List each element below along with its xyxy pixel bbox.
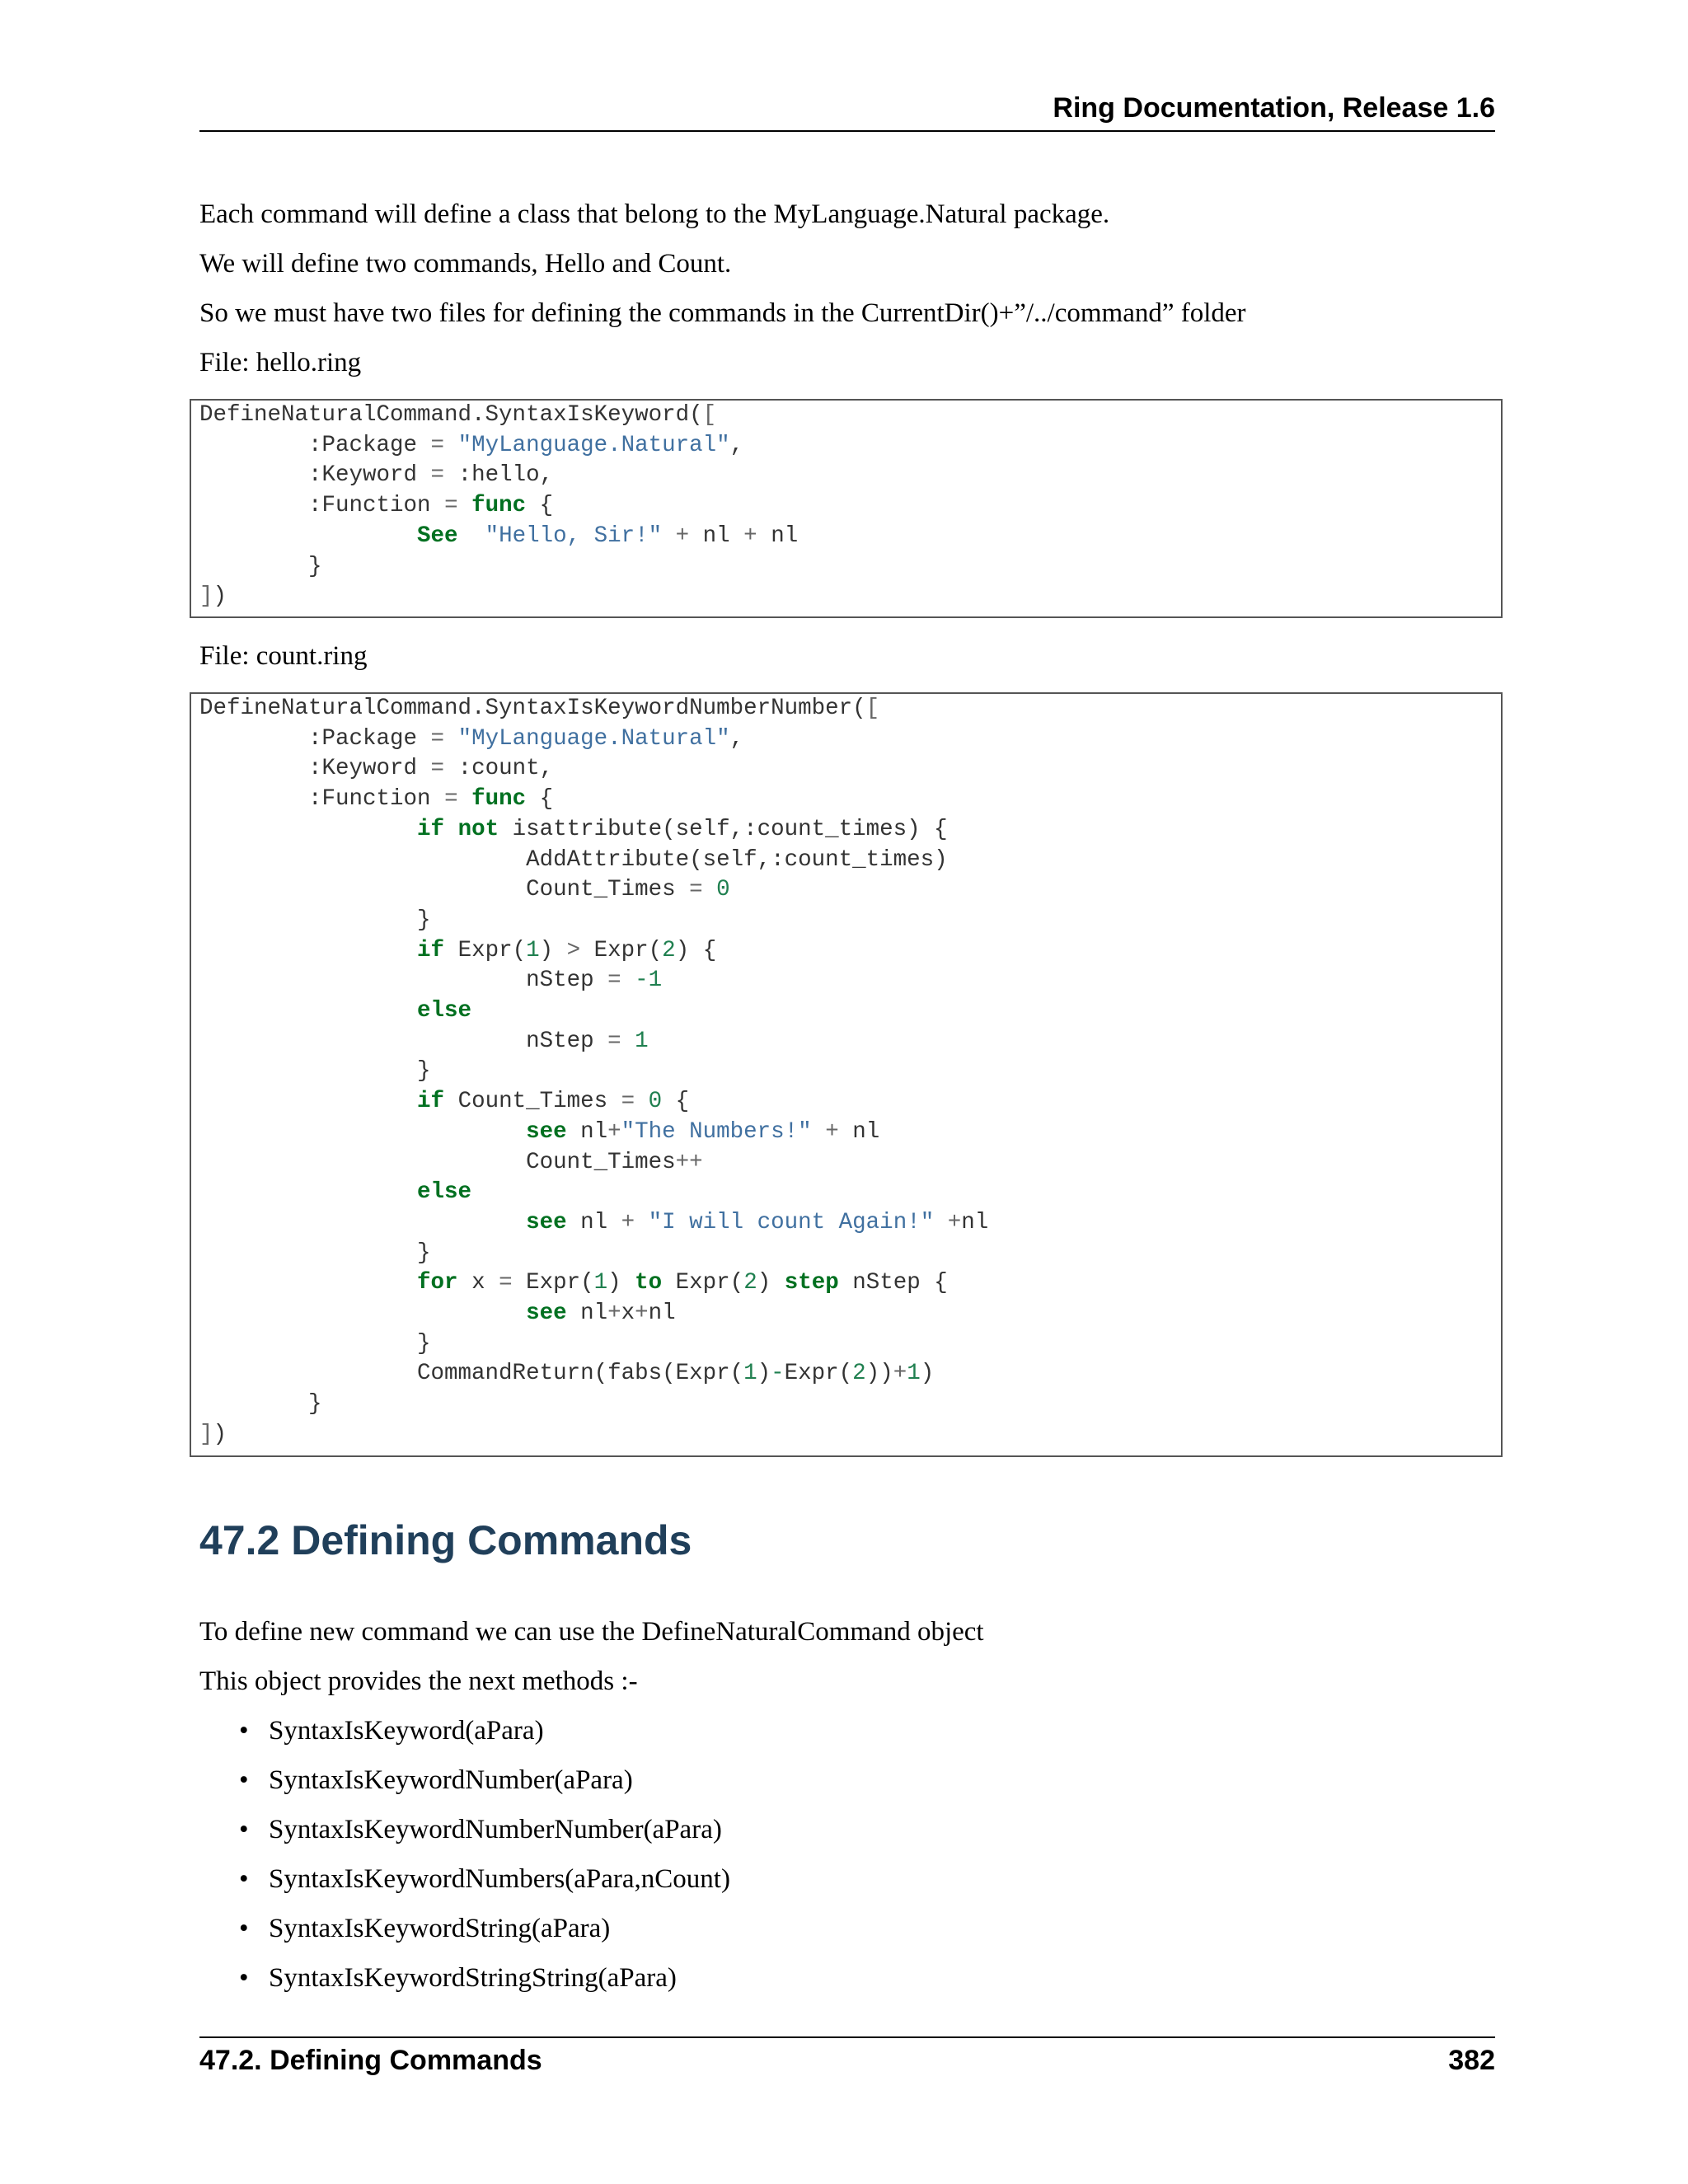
section-paragraph: This object provides the next methods :-	[199, 1666, 638, 1696]
bullet-icon: •	[239, 1864, 249, 1894]
bullet-icon: •	[239, 1765, 249, 1795]
code-listing-hello: DefineNaturalCommand.SyntaxIsKeyword([ :Package = "MyLanguage.Natural", :Keyword = :hello, :Function = func { See "Hello, Sir!" + nl + nl } ])	[199, 402, 799, 610]
bullet-icon: •	[239, 1914, 249, 1943]
footer-section-title: 47.2. Defining Commands	[199, 2045, 542, 2076]
method-name: SyntaxIsKeywordNumbers(aPara,nCount)	[269, 1864, 730, 1894]
code-block-count	[190, 692, 1503, 1457]
running-header: Ring Documentation, Release 1.6	[199, 92, 1495, 132]
bullet-icon: •	[239, 1963, 249, 1993]
method-name: SyntaxIsKeyword(aPara)	[269, 1716, 544, 1746]
list-item	[239, 1961, 730, 2011]
bullet-icon: •	[239, 1815, 249, 1844]
method-name: SyntaxIsKeywordStringString(aPara)	[269, 1963, 677, 1993]
code-block-hello	[190, 399, 1503, 618]
list-item	[239, 1764, 730, 1813]
methods-list	[239, 1714, 730, 2011]
file-label-hello: File: hello.ring	[199, 348, 362, 377]
page-number: 382	[1448, 2045, 1495, 2076]
code-listing-count: DefineNaturalCommand.SyntaxIsKeywordNumberNumber([ :Package = "MyLanguage.Natural", :Keyword = :count, :Function = func { if not isattribute(self,:count_times) { AddAttribute(self,:count_times) Count_Times = 0 } if Expr(1) > Expr(2) { nStep = -1 else nStep = 1 } if Count_Times = 0 { see nl+"The Numbers!" + nl Count_Times++ else see nl + "I will count Again!" +nl } for x = Expr(1) to Expr(2) step nStep { see nl+x+nl } CommandReturn(fabs(Expr(1)-Expr(2))+1) } ])	[199, 696, 989, 1447]
intro-paragraph: Each command will define a class that belong to the MyLanguage.Natural package.	[199, 199, 1110, 229]
list-item	[239, 1813, 730, 1863]
list-item	[239, 1714, 730, 1764]
section-heading: 47.2 Defining Commands	[199, 1517, 692, 1563]
method-name: SyntaxIsKeywordNumberNumber(aPara)	[269, 1815, 722, 1844]
file-label-count: File: count.ring	[199, 641, 368, 671]
intro-paragraph: So we must have two files for defining the commands in the CurrentDir()+”/../command” folder	[199, 298, 1246, 328]
method-name: SyntaxIsKeywordNumber(aPara)	[269, 1765, 633, 1795]
list-item	[239, 1912, 730, 1961]
intro-paragraph: We will define two commands, Hello and Count.	[199, 249, 732, 279]
running-footer	[199, 2036, 1495, 2079]
bullet-icon: •	[239, 1716, 249, 1746]
list-item	[239, 1863, 730, 1912]
method-name: SyntaxIsKeywordString(aPara)	[269, 1914, 611, 1943]
section-paragraph: To define new command we can use the DefineNaturalCommand object	[199, 1617, 984, 1647]
